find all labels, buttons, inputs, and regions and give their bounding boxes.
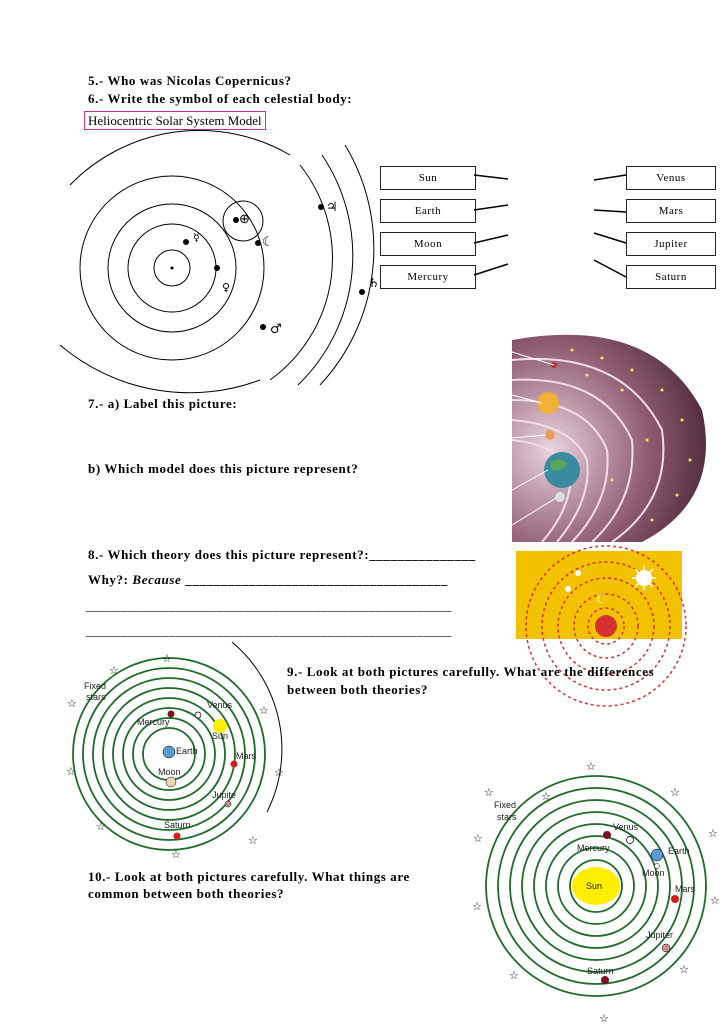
answer-line-1: _____________________________________________________ xyxy=(86,598,452,613)
helio-label-venus: Venus xyxy=(613,822,639,832)
geo-label-fixed: Fixed xyxy=(84,681,107,691)
model-title-box: Heliocentric Solar System Model xyxy=(84,111,266,130)
svg-text:☆: ☆ xyxy=(710,894,720,907)
because-label: Because xyxy=(132,572,182,587)
svg-text:☾: ☾ xyxy=(596,592,607,606)
heliocentric-diagram xyxy=(470,758,728,1026)
svg-text:☆: ☆ xyxy=(248,834,258,847)
body-box-moon: Moon xyxy=(380,232,476,256)
helio-label-sun: Sun xyxy=(586,881,603,891)
svg-text:☆: ☆ xyxy=(274,766,284,779)
question-5: 5.- Who was Nicolas Copernicus? xyxy=(88,73,292,88)
svg-text:☆: ☆ xyxy=(162,652,172,665)
geocentric-yellow-panel xyxy=(516,551,682,639)
helio-label-fixed: Fixed xyxy=(494,800,517,810)
question-10-line2: common between both theories? xyxy=(88,886,285,901)
svg-text:☆: ☆ xyxy=(67,697,77,710)
svg-text:☆: ☆ xyxy=(586,760,596,773)
svg-text:☆: ☆ xyxy=(679,963,689,976)
helio-label-mars: Mars xyxy=(675,884,695,894)
question-9-line1: 9.- Look at both pictures carefully. What are the differences xyxy=(287,664,655,679)
answer-line-2: _____________________________________________________ xyxy=(86,623,452,638)
svg-text:☆: ☆ xyxy=(708,827,718,840)
svg-text:☆: ☆ xyxy=(473,832,483,845)
earth-symbol-icon: ⊕ xyxy=(239,212,250,227)
helio-label-jupiter: Jupiter xyxy=(646,930,674,940)
helio-label-stars: stars xyxy=(497,812,517,822)
body-box-mercury: Mercury xyxy=(380,265,476,289)
geo-label-mercury: Mercury xyxy=(137,717,170,727)
body-box-sun: Sun xyxy=(380,166,476,190)
mars-symbol-icon: ♂ xyxy=(270,322,282,337)
helio-label-mercury: Mercury xyxy=(577,843,610,853)
svg-text:☆: ☆ xyxy=(66,765,76,778)
body-box-mars: Mars xyxy=(626,199,716,223)
geo-label-venus: Venus xyxy=(207,700,233,710)
geo-label-stars: stars xyxy=(86,692,106,702)
question-7a: 7.- a) Label this picture: xyxy=(88,396,238,411)
svg-text:☆: ☆ xyxy=(484,786,494,799)
svg-text:☆: ☆ xyxy=(599,1012,609,1025)
body-box-earth: Earth xyxy=(380,199,476,223)
body-box-saturn: Saturn xyxy=(626,265,716,289)
body-box-venus: Venus xyxy=(626,166,716,190)
svg-text:☆: ☆ xyxy=(171,848,181,861)
question-8-why xyxy=(88,571,448,589)
jupiter-symbol-icon: ♃ xyxy=(326,200,338,215)
svg-text:☆: ☆ xyxy=(670,786,680,799)
helio-label-saturn: Saturn xyxy=(587,966,614,976)
why-label: Why?: xyxy=(88,572,129,587)
geo-label-moon: Moon xyxy=(158,767,181,777)
geo-label-sun: Sun xyxy=(212,731,229,741)
helio-label-moon: Moon xyxy=(642,868,665,878)
svg-text:☆: ☆ xyxy=(509,969,519,982)
geo-label-saturn: Saturn xyxy=(164,820,191,830)
svg-text:☆: ☆ xyxy=(96,820,106,833)
svg-text:☆: ☆ xyxy=(259,704,269,717)
geo-label-mars: Mars xyxy=(236,751,256,761)
geo-label-earth: Earth xyxy=(176,746,198,756)
svg-text:☆: ☆ xyxy=(109,664,119,677)
geocentric-diagram xyxy=(62,642,284,862)
why-answer-line: _____________________________________ xyxy=(185,572,448,587)
question-9-line2: between both theories? xyxy=(287,682,429,697)
svg-text:☆: ☆ xyxy=(472,900,482,913)
svg-text:☆: ☆ xyxy=(541,790,551,803)
question-6: 6.- Write the symbol of each celestial body: xyxy=(88,91,353,106)
geocentric-spheres-picture xyxy=(512,330,728,542)
mercury-symbol-icon: ☿ xyxy=(193,231,200,244)
venus-symbol-icon: ♀ xyxy=(222,281,231,294)
saturn-symbol-icon: ♄ xyxy=(368,276,380,291)
question-10-line1: 10.- Look at both pictures carefully. What things are xyxy=(88,869,410,884)
body-box-jupiter: Jupiter xyxy=(626,232,716,256)
question-8: 8.- Which theory does this picture represent?:_______________ xyxy=(88,547,476,562)
moon-symbol-icon: ☾ xyxy=(262,235,274,250)
geo-label-jupiter: Jupite xyxy=(212,790,237,800)
helio-label-earth: Earth xyxy=(668,846,690,856)
connector-lines xyxy=(0,0,728,300)
question-7b: b) Which model does this picture represent? xyxy=(88,461,359,476)
